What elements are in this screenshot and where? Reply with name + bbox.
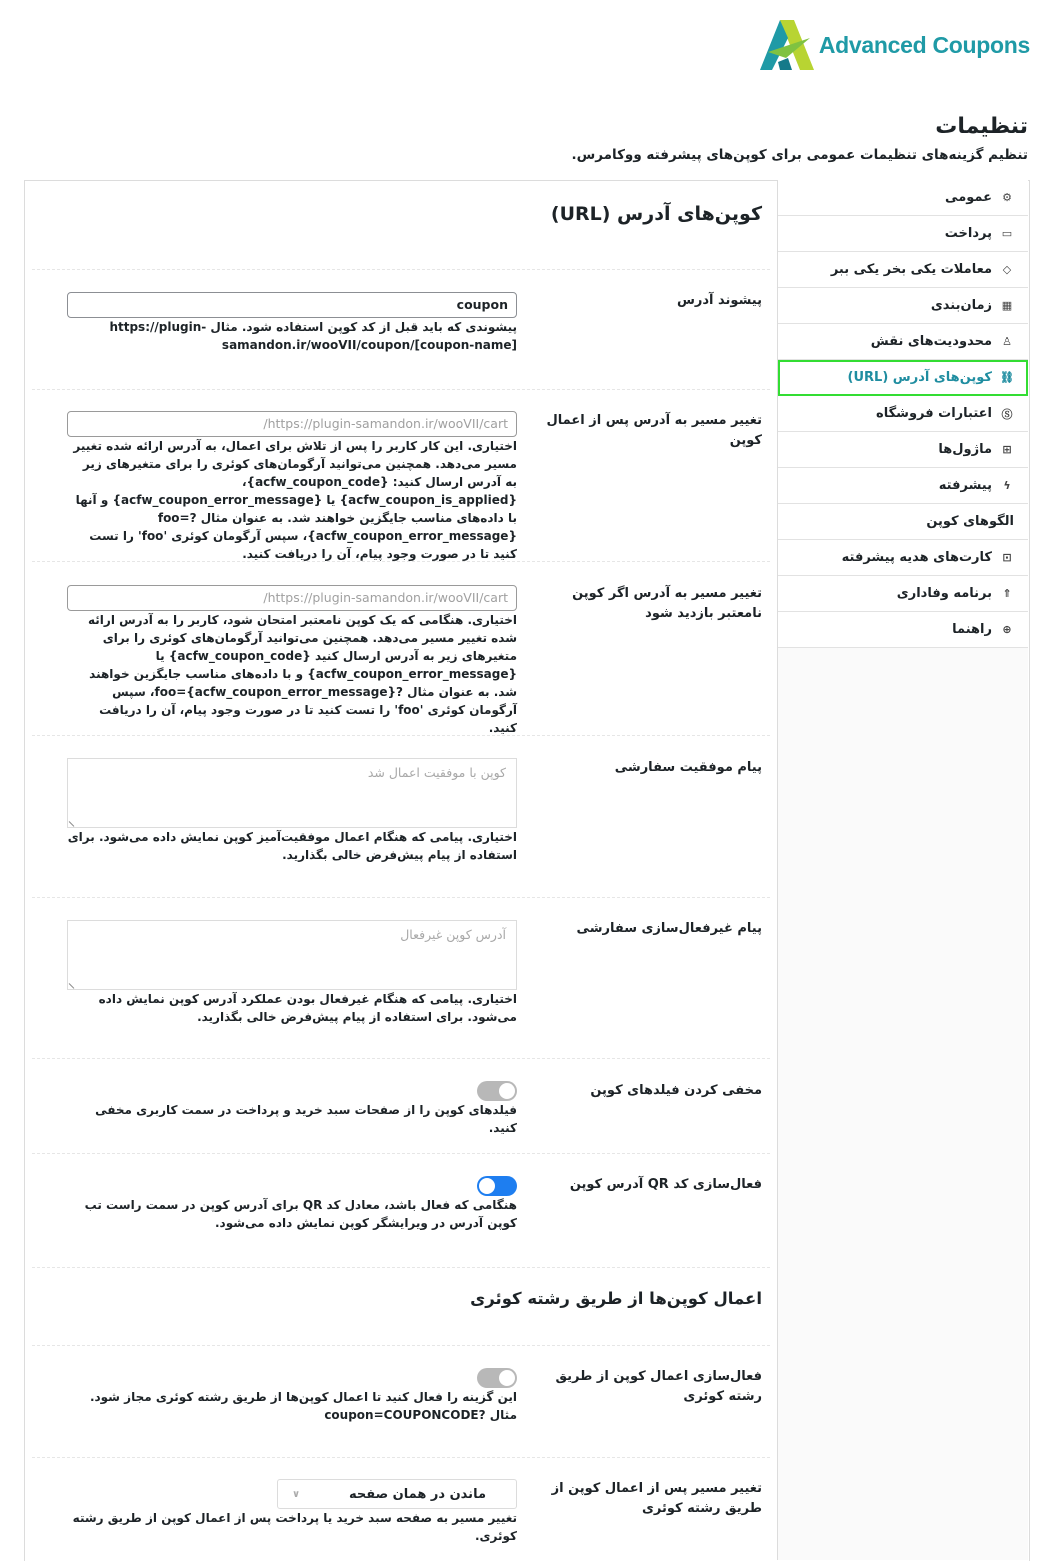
sidebar-item-label: معاملات یکی بخر یکی ببر: [830, 262, 992, 277]
toggle-knob: [499, 1370, 515, 1386]
hide-fields-toggle[interactable]: [477, 1081, 517, 1101]
divider: [32, 1345, 770, 1346]
resize-grip-icon[interactable]: [69, 816, 80, 827]
redirect-after-apply-field: [67, 411, 517, 563]
url-prefix-label: پیشوند آدرس: [676, 293, 762, 308]
sidebar-item-label: محدودیت‌های نقش: [870, 334, 992, 349]
redirect-invalid-label: تغییر مسیر به آدرس اگر کوپن نامعتبر بازدید شود: [572, 586, 762, 621]
sidebar-item-scheduler[interactable]: [778, 288, 1028, 324]
sidebar-item-loyalty[interactable]: [778, 576, 1028, 612]
custom-disable-label: پیام غیرفعال‌سازی سفارشی: [576, 921, 762, 936]
logo-a-icon: [758, 18, 816, 72]
query-enable-field: [67, 1368, 517, 1424]
divider: [32, 1267, 770, 1268]
url-prefix-desc: پیشوندی که باید قبل از کد کوپن استفاده شود. مثال https://plugin-samandon.ir/wooVII/coupon/[coupon-name]: [109, 320, 517, 352]
sidebar-item-label: راهنما: [952, 622, 992, 637]
logo-text: Advanced Coupons: [818, 31, 1030, 58]
sidebar-item-label: پیشرفته: [938, 478, 992, 493]
section-title: کوپن‌های آدرس (URL): [550, 203, 762, 225]
sidebar-item-help[interactable]: [778, 612, 1028, 648]
query-redirect-field: [67, 1479, 517, 1545]
calendar-icon: ▦: [1001, 299, 1013, 312]
custom-disable-placeholder: آدرس کوپن غیرفعال: [400, 927, 506, 942]
sidebar-item-store-credits[interactable]: [778, 396, 1028, 432]
advanced-coupons-logo: [758, 18, 1030, 72]
divider: [32, 1153, 770, 1154]
sidebar-item-label: زمان‌بندی: [930, 298, 992, 313]
redirect-invalid-desc: اختیاری. هنگامی که یک کوپن نامعتبر امتحان شود، کاربر را به آدرس ارائه شده تغییر مسیر می‌دهد. همچنین می‌توانید آرگومان‌های کوئری را برای متغیرهای زیر به آدرس ارسال کنید {acfw_coupon_code} یا {acfw_coupon_error_message} و با داده‌های مناسب جایگزین خواهند شد. به عنوان مثال ?foo={acfw_coupon_error_message}، سپس آرگومان کوئری 'foo' را تست کنید تا در صورت وجود پیام، آن را دریافت کنید.: [88, 613, 517, 735]
query-enable-desc: این گزینه را فعال کنید تا اعمال کوپن‌ها از طریق رشته کوئری مجاز شود. مثال ?coupon=COUPONCODE: [89, 1390, 517, 1422]
select-value: ماندن در همان صفحه: [348, 1486, 486, 1502]
link-icon: ⛓: [1000, 371, 1014, 384]
page-title: تنظیمات: [935, 114, 1028, 139]
rocket-icon: ⇑: [1002, 587, 1012, 600]
divider: [32, 561, 770, 562]
sidebar-item-label: کوپن‌های آدرس (URL): [847, 370, 992, 385]
sidebar-item-url-coupons[interactable]: [778, 360, 1028, 396]
sidebar-item-role-restrictions[interactable]: [778, 324, 1028, 360]
user-icon: ♙: [1002, 335, 1012, 348]
toggle-knob: [479, 1178, 495, 1194]
query-enable-toggle[interactable]: [477, 1368, 517, 1388]
qr-code-toggle[interactable]: [477, 1176, 517, 1196]
custom-disable-desc: اختیاری. پیامی که هنگام غیرفعال بودن عملکرد آدرس کوپن نمایش داده می‌شود. برای استفاده از پیام پیش‌فرض خالی بگذارید.: [98, 992, 517, 1024]
redirect-after-apply-desc: اختیاری. این کار کاربر را پس از تلاش برای اعمال، به آدرس ارائه شده تغییر مسیر می‌دهد. همچنین می‌توانید آرگومان‌های کوئری را برای متغیرهای زیر به آدرس ارسال کنید: {acfw_coupon_code}، {acfw_coupon_is_applied} یا {acfw_coupon_error_message} و آنها با داده‌های مناسب جایگزین خواهند شد. به عنوان مثال ?foo={acfw_coupon_error_message}، سپس آرگومان کوئری 'foo' را تست کنید تا در صورت وجود پیام، آن را دریافت کنید.: [73, 439, 517, 561]
custom-success-placeholder: کوپن با موفقیت اعمال شد: [367, 765, 506, 780]
sidebar-item-label: اعتبارات فروشگاه: [876, 406, 992, 421]
help-box-icon: ⊕: [1002, 623, 1012, 636]
chevron-down-icon: ∨: [292, 1488, 301, 1500]
query-section-title: اعمال کوپن‌ها از طریق رشته کوئری: [470, 1289, 762, 1308]
divider: [32, 389, 770, 390]
divider: [32, 897, 770, 898]
custom-success-field: [67, 758, 517, 864]
hide-fields-desc: فیلدهای کوپن را از صفحات سبد خرید و پرداخت در سمت کاربری مخفی کنید.: [95, 1103, 517, 1135]
custom-success-desc: اختیاری. پیامی که هنگام اعمال موفقیت‌آمیز کوپن نمایش داده می‌شود. برای استفاده از پیام پیش‌فرض خالی بگذارید.: [67, 830, 517, 862]
sidebar-item-label: ماژول‌ها: [938, 442, 992, 457]
sidebar-item-label: برنامه وفاداری: [896, 586, 992, 601]
sidebar-item-label: کارت‌های هدیه پیشرفته: [841, 550, 992, 565]
gift-icon: ⊡: [1002, 551, 1012, 564]
sidebar-item-general[interactable]: [778, 180, 1028, 216]
tag-icon: ◇: [1002, 263, 1012, 276]
sidebar-item-checkout[interactable]: [778, 216, 1028, 252]
redirect-invalid-field: [67, 585, 517, 737]
redirect-after-apply-input[interactable]: https://plugin-samandon.ir/wooVII/cart/: [67, 411, 517, 437]
sidebar-item-coupon-templates[interactable]: [778, 504, 1028, 540]
hide-fields-label: مخفی کردن فیلدهای کوپن: [590, 1083, 762, 1098]
sidebar-item-advanced[interactable]: [778, 468, 1028, 504]
query-redirect-label: تغییر مسیر پس از اعمال کوپن از طریق رشته کوئری: [551, 1481, 762, 1516]
resize-grip-icon[interactable]: [69, 978, 80, 989]
sidebar-item-bogo[interactable]: [778, 252, 1028, 288]
query-redirect-desc: تغییر مسیر به صفحه سبد خرید یا پرداخت پس از اعمال کوپن از طریق رشته کوئری.: [72, 1511, 517, 1543]
custom-disable-textarea[interactable]: [67, 920, 517, 990]
query-redirect-select[interactable]: [277, 1479, 517, 1509]
divider: [32, 269, 770, 270]
divider: [32, 1457, 770, 1458]
dollar-coin-icon: Ⓢ: [1001, 407, 1013, 421]
qr-code-field: [67, 1176, 517, 1232]
custom-success-textarea[interactable]: [67, 758, 517, 828]
redirect-invalid-input[interactable]: https://plugin-samandon.ir/wooVII/cart/: [67, 585, 517, 611]
wallet-icon: ▭: [1001, 227, 1013, 240]
settings-sidebar: [777, 180, 1028, 1560]
divider: [32, 735, 770, 736]
query-enable-label: فعال‌سازی اعمال کوپن از طریق رشته کوئری: [555, 1369, 762, 1404]
sidebar-item-label: الگوهای کوپن: [926, 514, 1014, 529]
sidebar-item-label: پرداخت: [944, 226, 992, 241]
qr-code-label: فعال‌سازی کد QR آدرس کوپن: [569, 1177, 762, 1192]
url-prefix-input[interactable]: coupon: [67, 292, 517, 318]
url-prefix-field: [67, 292, 517, 354]
redirect-after-apply-label: تغییر مسیر به آدرس پس از اعمال کوپن: [546, 413, 762, 448]
divider: [32, 1058, 770, 1059]
hide-fields-field: [67, 1081, 517, 1137]
gear-icon: ⚙: [1002, 191, 1012, 204]
custom-disable-field: [67, 920, 517, 1026]
custom-success-label: پیام موفقیت سفارشی: [614, 760, 762, 775]
sidebar-item-modules[interactable]: [778, 432, 1028, 468]
qr-code-desc: هنگامی که فعال باشد، معادل کد QR برای آدرس کوپن در سمت راست تب کوپن آدرس در ویرایشگر کوپن نمایش داده می‌شود.: [84, 1198, 517, 1230]
modules-icon: ⊞: [1002, 443, 1012, 456]
sidebar-item-gift-cards[interactable]: [778, 540, 1028, 576]
page-subtitle: تنظیم گزینه‌های تنظیمات عمومی برای کوپن‌های پیشرفته ووکامرس.: [571, 147, 1028, 163]
sidebar-item-label: عمومی: [945, 190, 992, 205]
lightning-icon: ϟ: [1003, 479, 1011, 492]
toggle-knob: [499, 1083, 515, 1099]
